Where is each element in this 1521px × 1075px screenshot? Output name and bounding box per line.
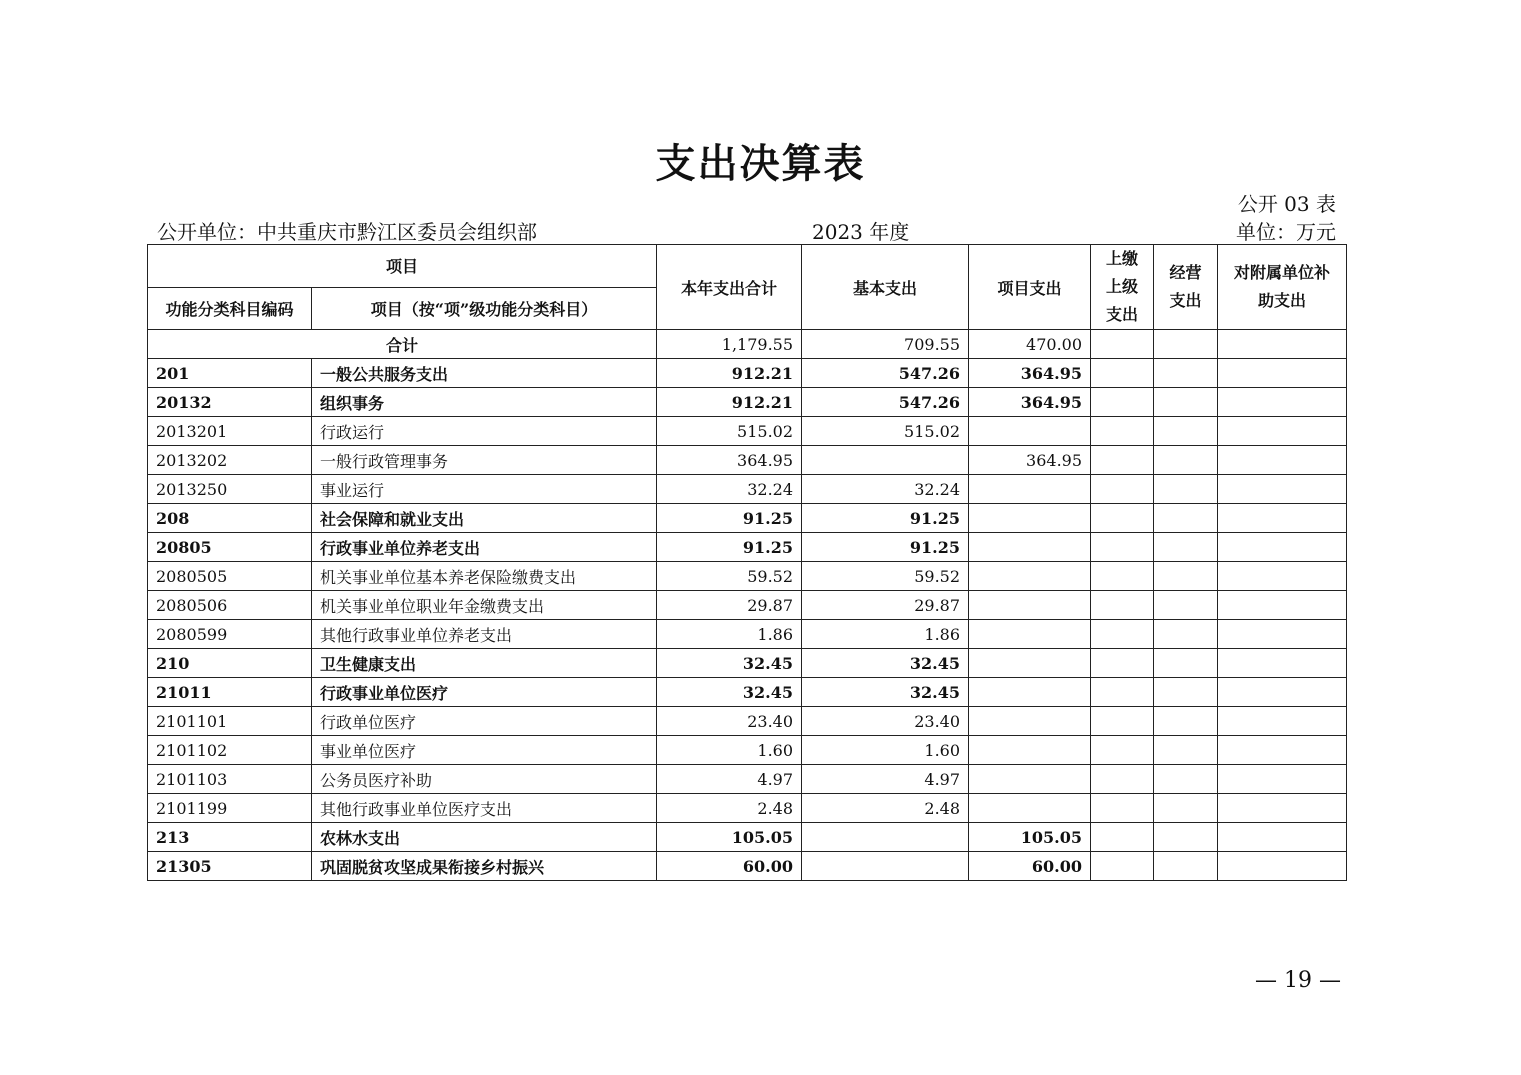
row-business	[1154, 388, 1218, 417]
row-business	[1154, 504, 1218, 533]
row-business	[1154, 533, 1218, 562]
row-basic: 547.26	[802, 359, 969, 388]
row-subsidy	[1218, 620, 1347, 649]
row-subsidy	[1218, 388, 1347, 417]
row-basic: 515.02	[802, 417, 969, 446]
row-project-expenditure	[969, 765, 1091, 794]
row-subsidy	[1218, 794, 1347, 823]
row-total: 1.86	[657, 620, 802, 649]
total-project: 470.00	[969, 330, 1091, 359]
header-project: 项目	[148, 245, 657, 288]
row-total: 32.24	[657, 475, 802, 504]
row-business	[1154, 678, 1218, 707]
row-name: 组织事务	[312, 388, 657, 417]
row-code: 21305	[148, 852, 312, 881]
row-subsidy	[1218, 504, 1347, 533]
row-name: 一般公共服务支出	[312, 359, 657, 388]
row-upper	[1091, 852, 1154, 881]
row-name: 机关事业单位基本养老保险缴费支出	[312, 562, 657, 591]
header-code: 功能分类科目编码	[148, 287, 312, 330]
table-row	[148, 504, 1347, 533]
row-name: 农林水支出	[312, 823, 657, 852]
row-code: 21011	[148, 678, 312, 707]
row-subsidy	[1218, 446, 1347, 475]
row-total: 91.25	[657, 533, 802, 562]
row-upper	[1091, 562, 1154, 591]
table-row	[148, 388, 1347, 417]
row-code: 2101102	[148, 736, 312, 765]
row-basic: 59.52	[802, 562, 969, 591]
header-project-expenditure: 项目支出	[969, 245, 1091, 330]
table-row	[148, 852, 1347, 881]
row-name: 公务员医疗补助	[312, 765, 657, 794]
header-subsidy: 对附属单位补助支出	[1218, 245, 1347, 330]
row-name: 行政事业单位养老支出	[312, 533, 657, 562]
row-code: 2080505	[148, 562, 312, 591]
row-basic	[802, 446, 969, 475]
row-code: 2013250	[148, 475, 312, 504]
table-row	[148, 649, 1347, 678]
row-subsidy	[1218, 823, 1347, 852]
row-basic: 2.48	[802, 794, 969, 823]
row-upper	[1091, 736, 1154, 765]
row-subsidy	[1218, 736, 1347, 765]
row-name: 事业单位医疗	[312, 736, 657, 765]
money-unit: 单位：万元	[1236, 220, 1336, 244]
row-project-expenditure	[969, 591, 1091, 620]
row-total: 59.52	[657, 562, 802, 591]
row-name: 行政事业单位医疗	[312, 678, 657, 707]
row-subsidy	[1218, 707, 1347, 736]
table-row	[148, 562, 1347, 591]
row-name: 行政单位医疗	[312, 707, 657, 736]
row-name: 机关事业单位职业年金缴费支出	[312, 591, 657, 620]
row-basic: 91.25	[802, 504, 969, 533]
row-total: 32.45	[657, 678, 802, 707]
row-business	[1154, 765, 1218, 794]
row-name: 其他行政事业单位养老支出	[312, 620, 657, 649]
row-total: 32.45	[657, 649, 802, 678]
table-row	[148, 794, 1347, 823]
row-total: 60.00	[657, 852, 802, 881]
row-name: 一般行政管理事务	[312, 446, 657, 475]
row-business	[1154, 446, 1218, 475]
header-name: 项目（按“项”级功能分类科目）	[312, 287, 657, 330]
row-basic: 547.26	[802, 388, 969, 417]
row-basic: 32.45	[802, 649, 969, 678]
row-total: 2.48	[657, 794, 802, 823]
row-project-expenditure	[969, 794, 1091, 823]
row-upper	[1091, 388, 1154, 417]
row-business	[1154, 359, 1218, 388]
row-code: 208	[148, 504, 312, 533]
row-business	[1154, 591, 1218, 620]
table-row	[148, 475, 1347, 504]
row-project-expenditure	[969, 707, 1091, 736]
row-total: 4.97	[657, 765, 802, 794]
row-project-expenditure: 60.00	[969, 852, 1091, 881]
row-subsidy	[1218, 649, 1347, 678]
fiscal-year: 2023 年度	[812, 220, 910, 244]
total-subsidy	[1218, 330, 1347, 359]
row-upper	[1091, 591, 1154, 620]
row-business	[1154, 794, 1218, 823]
table-row	[148, 417, 1347, 446]
row-code: 2101103	[148, 765, 312, 794]
row-basic: 4.97	[802, 765, 969, 794]
row-code: 20132	[148, 388, 312, 417]
row-basic: 91.25	[802, 533, 969, 562]
row-code: 2101101	[148, 707, 312, 736]
row-total: 912.21	[657, 388, 802, 417]
row-total: 515.02	[657, 417, 802, 446]
table-row	[148, 736, 1347, 765]
total-basic: 709.55	[802, 330, 969, 359]
row-code: 2013201	[148, 417, 312, 446]
row-basic	[802, 823, 969, 852]
total-upper	[1091, 330, 1154, 359]
table-row	[148, 620, 1347, 649]
row-subsidy	[1218, 678, 1347, 707]
row-upper	[1091, 533, 1154, 562]
total-business	[1154, 330, 1218, 359]
table-row	[148, 678, 1347, 707]
document-title: 支出决算表	[655, 140, 866, 187]
row-basic	[802, 852, 969, 881]
row-subsidy	[1218, 852, 1347, 881]
row-basic: 1.60	[802, 736, 969, 765]
row-subsidy	[1218, 591, 1347, 620]
table-row	[148, 765, 1347, 794]
row-project-expenditure: 364.95	[969, 359, 1091, 388]
row-total: 29.87	[657, 591, 802, 620]
row-project-expenditure: 364.95	[969, 388, 1091, 417]
row-project-expenditure: 105.05	[969, 823, 1091, 852]
row-project-expenditure	[969, 504, 1091, 533]
row-total: 105.05	[657, 823, 802, 852]
row-project-expenditure	[969, 620, 1091, 649]
row-project-expenditure	[969, 562, 1091, 591]
row-code: 213	[148, 823, 312, 852]
row-name: 事业运行	[312, 475, 657, 504]
row-upper	[1091, 504, 1154, 533]
row-name: 其他行政事业单位医疗支出	[312, 794, 657, 823]
row-basic: 29.87	[802, 591, 969, 620]
row-business	[1154, 823, 1218, 852]
row-business	[1154, 649, 1218, 678]
row-subsidy	[1218, 765, 1347, 794]
header-total: 本年支出合计	[657, 245, 802, 330]
row-project-expenditure	[969, 475, 1091, 504]
row-upper	[1091, 823, 1154, 852]
row-project-expenditure	[969, 649, 1091, 678]
row-business	[1154, 417, 1218, 446]
total-sum: 1,179.55	[657, 330, 802, 359]
row-business	[1154, 852, 1218, 881]
table-row	[148, 707, 1347, 736]
row-upper	[1091, 678, 1154, 707]
header-business: 经营支出	[1154, 245, 1218, 330]
row-project-expenditure	[969, 736, 1091, 765]
row-subsidy	[1218, 359, 1347, 388]
table-row	[148, 359, 1347, 388]
row-project-expenditure	[969, 533, 1091, 562]
row-project-expenditure	[969, 417, 1091, 446]
row-project-expenditure	[969, 678, 1091, 707]
expenditure-table	[147, 244, 1347, 881]
form-number: 公开 03 表	[1237, 192, 1336, 216]
row-business	[1154, 475, 1218, 504]
row-name: 行政运行	[312, 417, 657, 446]
row-total: 364.95	[657, 446, 802, 475]
row-name: 社会保障和就业支出	[312, 504, 657, 533]
row-business	[1154, 736, 1218, 765]
row-upper	[1091, 475, 1154, 504]
row-basic: 32.24	[802, 475, 969, 504]
row-upper	[1091, 417, 1154, 446]
total-row	[148, 330, 1347, 359]
header-basic: 基本支出	[802, 245, 969, 330]
row-code: 2080506	[148, 591, 312, 620]
row-subsidy	[1218, 533, 1347, 562]
row-business	[1154, 562, 1218, 591]
row-upper	[1091, 765, 1154, 794]
table-row	[148, 446, 1347, 475]
row-upper	[1091, 446, 1154, 475]
total-label: 合计	[148, 330, 657, 359]
row-code: 201	[148, 359, 312, 388]
row-business	[1154, 620, 1218, 649]
row-total: 912.21	[657, 359, 802, 388]
row-code: 210	[148, 649, 312, 678]
table-row	[148, 533, 1347, 562]
row-subsidy	[1218, 562, 1347, 591]
row-code: 2013202	[148, 446, 312, 475]
row-basic: 32.45	[802, 678, 969, 707]
row-upper	[1091, 620, 1154, 649]
row-code: 2080599	[148, 620, 312, 649]
row-upper	[1091, 794, 1154, 823]
row-total: 1.60	[657, 736, 802, 765]
row-code: 2101199	[148, 794, 312, 823]
row-business	[1154, 707, 1218, 736]
reporting-unit: 公开单位：中共重庆市黔江区委员会组织部	[157, 220, 537, 244]
row-upper	[1091, 649, 1154, 678]
row-name: 卫生健康支出	[312, 649, 657, 678]
row-subsidy	[1218, 417, 1347, 446]
row-upper	[1091, 359, 1154, 388]
row-upper	[1091, 707, 1154, 736]
row-subsidy	[1218, 475, 1347, 504]
row-basic: 23.40	[802, 707, 969, 736]
header-upper-remit: 上缴上级支出	[1091, 245, 1154, 330]
row-basic: 1.86	[802, 620, 969, 649]
row-total: 91.25	[657, 504, 802, 533]
table-row	[148, 823, 1347, 852]
row-total: 23.40	[657, 707, 802, 736]
page-number: — 19 —	[1255, 968, 1341, 993]
row-code: 20805	[148, 533, 312, 562]
row-project-expenditure: 364.95	[969, 446, 1091, 475]
row-name: 巩固脱贫攻坚成果衔接乡村振兴	[312, 852, 657, 881]
table-row	[148, 591, 1347, 620]
